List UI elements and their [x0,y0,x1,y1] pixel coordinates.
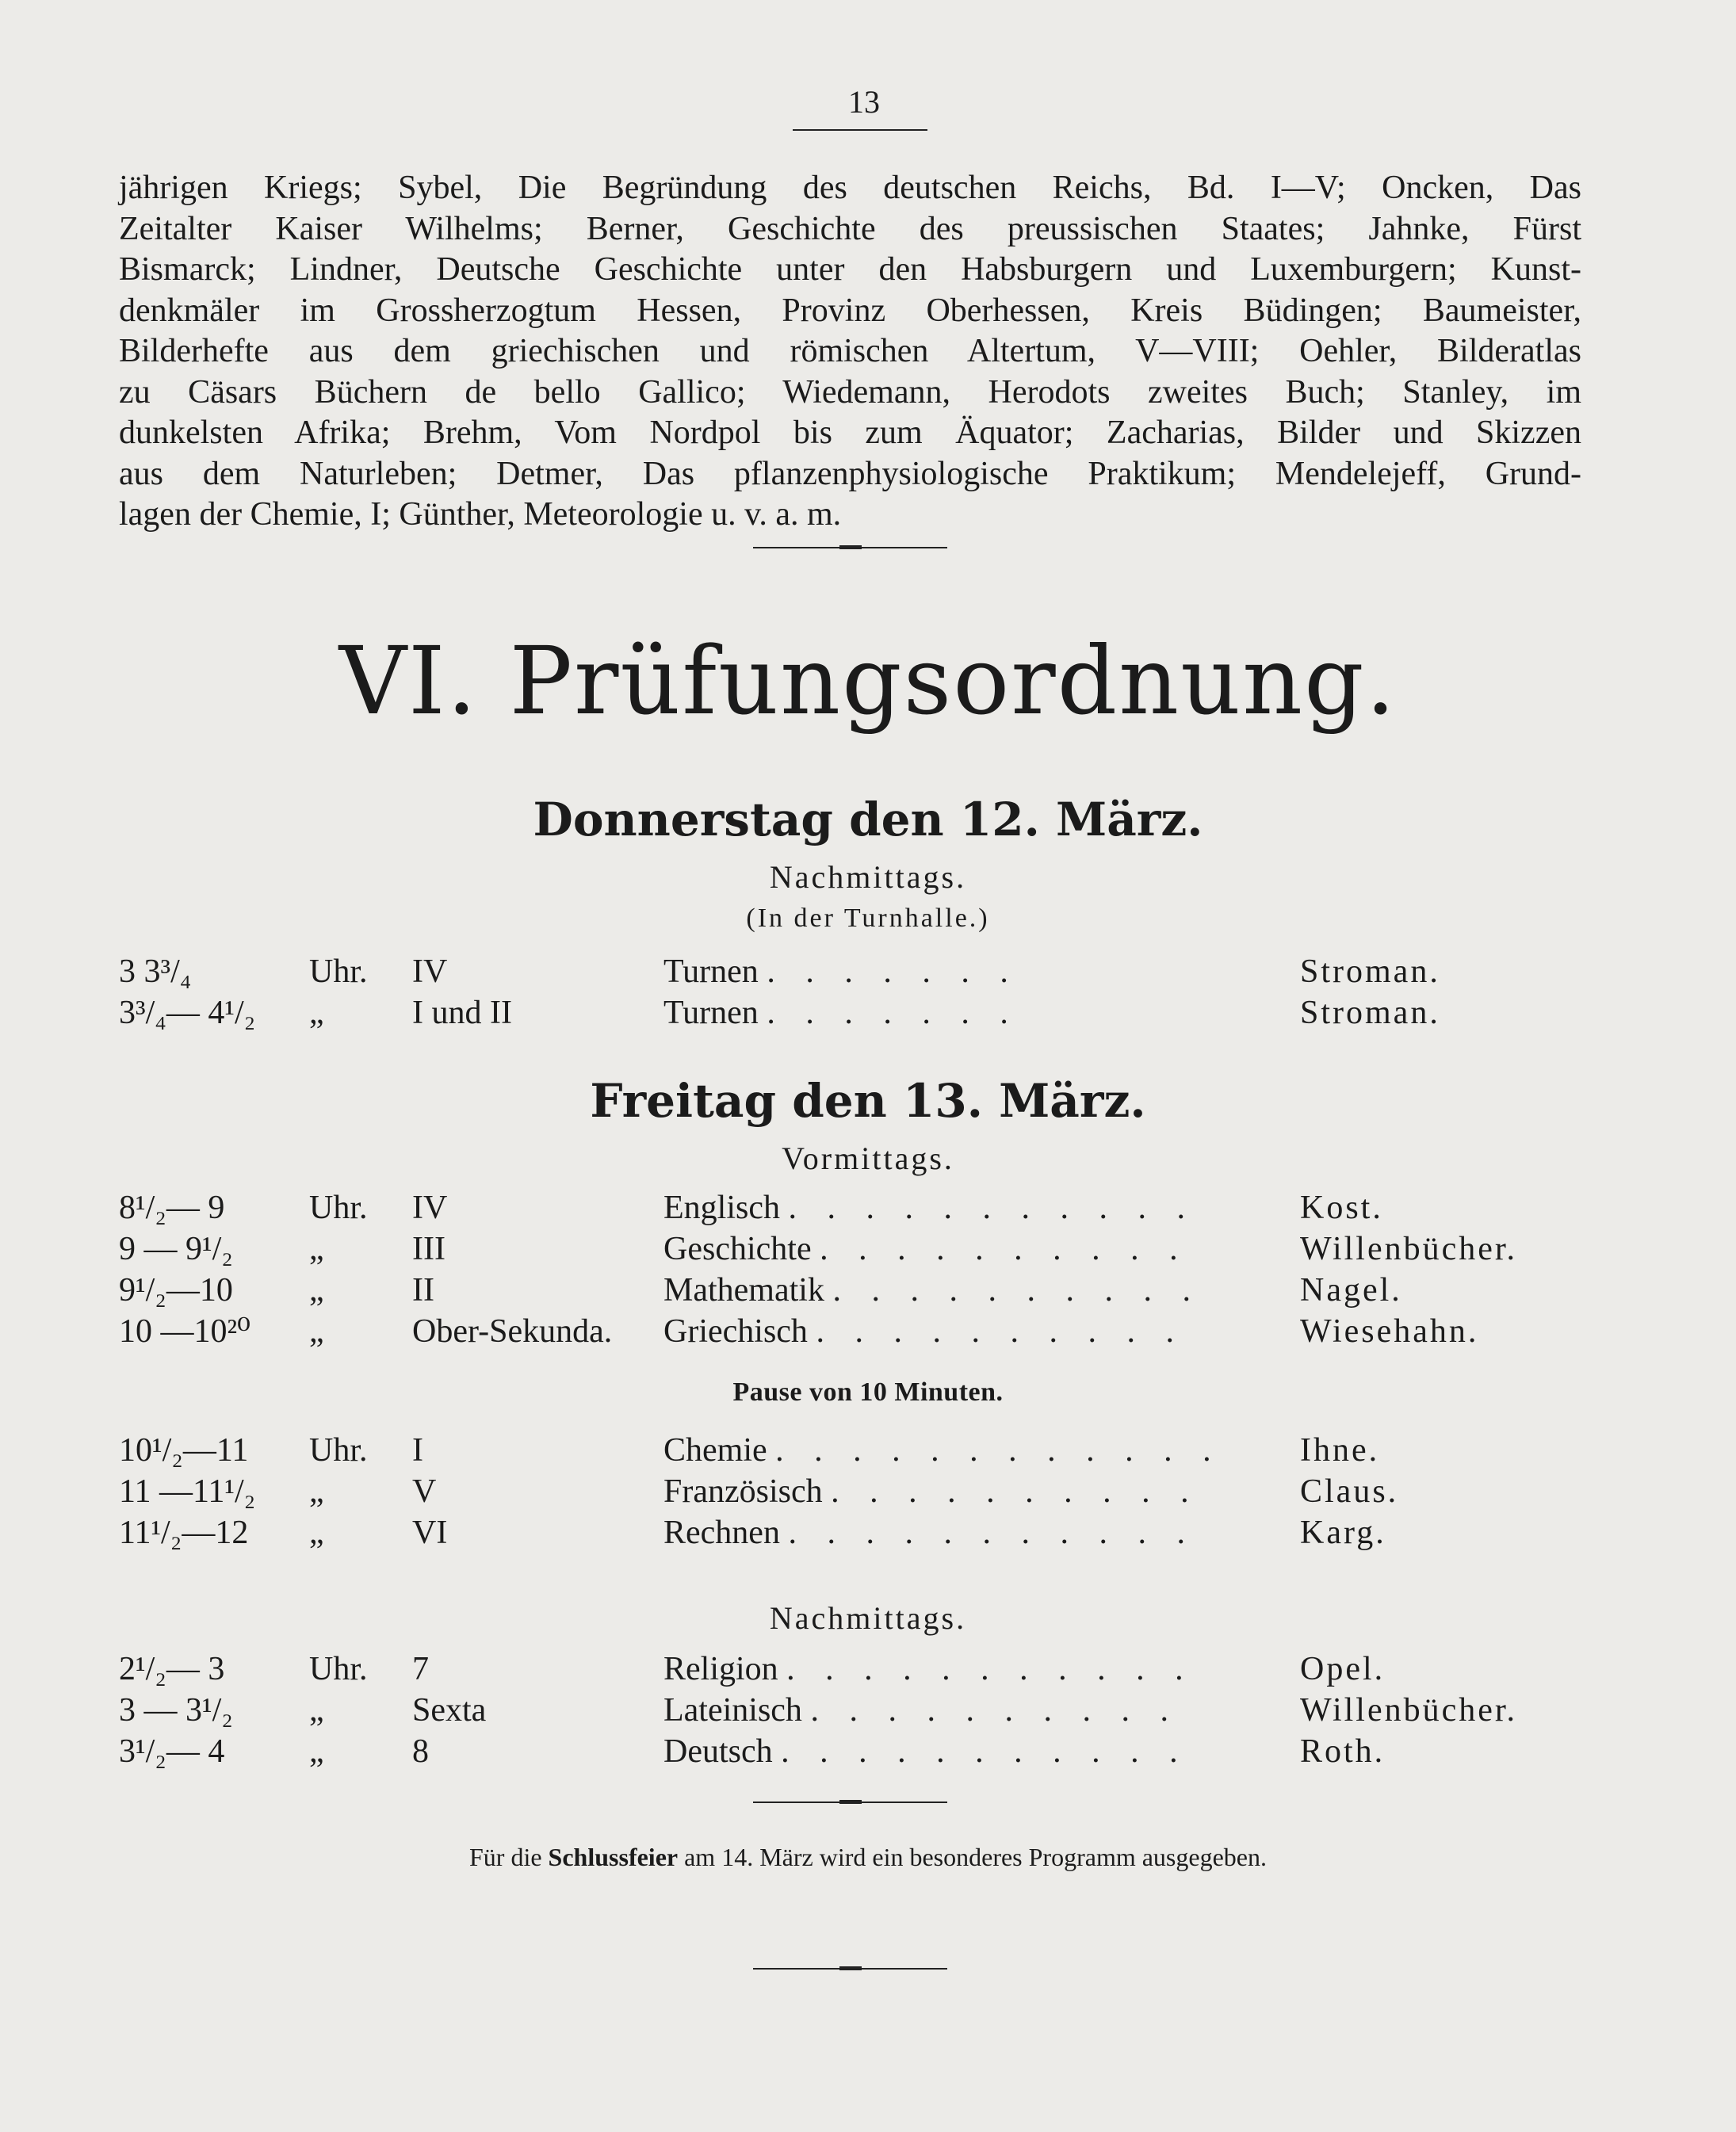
paragraph-line: aus dem Naturleben; Detmer, Das pflanzenphysiologische Praktikum; Mendelejeff, Grund- [119,455,1581,492]
schedule-row [0,1690,1736,1731]
pause-heading: Pause von 10 Minuten. [732,1377,1004,1407]
teacher-cell: Stroman. [1300,995,1440,1031]
teacher-cell: Opel. [1300,1651,1386,1687]
block-subheading: (In der Turnhalle.) [746,904,990,933]
schedule-row [0,1512,1736,1553]
schedule-row [0,951,1736,992]
day-title-friday: Freitag den 13. März. [590,1074,1146,1128]
subject-cell: Chemie . . . . . . . . . . . . [663,1432,1222,1469]
paragraph-line: Bilderhefte aus dem griechischen und römischen Altertum, V—VIII; Oehler, Bilderatlas [119,333,1581,369]
time-cell: 8¹/₂— 9 [119,1190,225,1226]
uhr-cell: „ [309,1473,324,1510]
time-cell: 11¹/₂—12 [119,1515,249,1551]
uhr-cell: „ [309,1692,324,1729]
subject-cell: Turnen . . . . . . . [663,995,1019,1031]
subject-cell: Griechisch . . . . . . . . . . [663,1313,1185,1350]
paragraph-line: zu Cäsars Büchern de bello Gallico; Wiedemann, Herodots zweites Buch; Stanley, im [119,373,1581,411]
time-cell: 3 — 3¹/₂ [119,1692,233,1729]
leader-dots: . . . . . . . . . . [831,1473,1200,1510]
subject-cell: Französisch . . . . . . . . . . [663,1473,1200,1510]
schedule-row [0,1270,1736,1311]
class-cell: I und II [412,995,512,1031]
uhr-cell: Uhr. [309,953,368,990]
class-cell: IV [412,1190,448,1226]
paragraph-line: Zeitalter Kaiser Wilhelms; Berner, Geschichte des preussischen Staates; Jahnke, Fürst [119,210,1581,247]
schedule-row [0,1471,1736,1512]
subject-cell: Englisch . . . . . . . . . . . [663,1190,1196,1226]
subject-cell: Deutsch . . . . . . . . . . . [663,1733,1189,1770]
uhr-cell: „ [309,1272,324,1309]
page-number: 13 [848,84,880,120]
class-cell: 7 [412,1651,429,1687]
class-cell: V [412,1473,437,1510]
schedule-row [0,1311,1736,1352]
leader-dots: . . . . . . . . . . . [788,1515,1196,1551]
leader-dots: . . . . . . . . . . . [786,1651,1195,1687]
uhr-cell: „ [309,1313,324,1350]
leader-dots: . . . . . . . [767,995,1019,1031]
class-cell: III [412,1231,445,1267]
class-cell: 8 [412,1733,429,1770]
paragraph-line: dunkelsten Afrika; Brehm, Vom Nordpol bis zum Äquator; Zacharias, Bilder und Skizzen [119,415,1581,451]
class-cell: Ober-Sekunda. [412,1313,613,1350]
uhr-cell: „ [309,995,324,1031]
block-heading: Vormittags. [782,1141,954,1176]
teacher-cell: Stroman. [1300,953,1440,990]
teacher-cell: Wiesehahn. [1300,1313,1479,1350]
subject-cell: Geschichte . . . . . . . . . . [663,1231,1189,1267]
time-cell: 3 3³/₄ [119,953,192,990]
paragraph-line: lagen der Chemie, I; Günther, Meteorologie u. v. a. m. [119,496,842,533]
time-cell: 10 —10²⁰ [119,1313,250,1350]
leader-dots: . . . . . . . . . . . . [775,1432,1222,1469]
subject-cell: Rechnen . . . . . . . . . . . [663,1515,1196,1551]
class-cell: VI [412,1515,448,1551]
leader-dots: . . . . . . . . . . [832,1272,1202,1309]
time-cell: 2¹/₂— 3 [119,1651,225,1687]
teacher-cell: Kost. [1300,1190,1383,1226]
header-rule [793,129,927,131]
uhr-cell: Uhr. [309,1432,368,1469]
leader-dots: . . . . . . . . . . . [781,1733,1189,1770]
subject-cell: Mathematik . . . . . . . . . . [663,1272,1202,1309]
block-heading: Nachmittags. [769,859,967,895]
time-cell: 11 —11¹/₂ [119,1473,256,1510]
subject-cell: Turnen . . . . . . . [663,953,1019,990]
leader-dots: . . . . . . . . . . [816,1313,1185,1350]
uhr-cell: „ [309,1733,324,1770]
teacher-cell: Roth. [1300,1733,1386,1770]
leader-dots: . . . . . . . . . . [810,1692,1180,1729]
class-cell: IV [412,953,448,990]
day-title-thursday: Donnerstag den 12. März. [533,793,1203,846]
paragraph-line: denkmäler im Grossherzogtum Hessen, Provinz Oberhessen, Kreis Büdingen; Baumeister, [119,292,1581,329]
teacher-cell: Karg. [1300,1515,1386,1551]
time-cell: 3¹/₂— 4 [119,1733,225,1770]
paragraph-line: Bismarck; Lindner, Deutsche Geschichte unter den Habsburgern und Luxemburgern; Kunst- [119,251,1581,288]
uhr-cell: Uhr. [309,1190,368,1226]
literature-paragraph [119,168,1581,536]
class-cell: II [412,1272,434,1309]
time-cell: 9 — 9¹/₂ [119,1231,233,1267]
uhr-cell: „ [309,1515,324,1551]
schedule-row [0,1187,1736,1228]
teacher-cell: Nagel. [1300,1272,1402,1309]
footer-text-bold: Schlussfeier [548,1843,679,1871]
footer-note [0,1843,1736,1872]
subject-cell: Religion . . . . . . . . . . . [663,1651,1195,1687]
teacher-cell: Willenbücher. [1300,1692,1518,1729]
schedule-row [0,1731,1736,1772]
footer-text-pre: Für die [469,1843,542,1871]
leader-dots: . . . . . . . . . . . [788,1190,1196,1226]
class-cell: I [412,1432,423,1469]
subject-cell: Lateinisch . . . . . . . . . . [663,1692,1180,1729]
leader-dots: . . . . . . . [767,953,1019,990]
uhr-cell: „ [309,1231,324,1267]
footer-divider [753,1802,947,1803]
end-divider [753,1968,947,1970]
leader-dots: . . . . . . . . . . [820,1231,1189,1267]
block-heading: Nachmittags. [769,1600,967,1636]
schedule-row [0,1430,1736,1471]
uhr-cell: Uhr. [309,1651,368,1687]
schedule-row [0,1228,1736,1270]
class-cell: Sexta [412,1692,487,1729]
schedule-row [0,1649,1736,1690]
section-divider [753,547,947,548]
teacher-cell: Claus. [1300,1473,1399,1510]
section-title: VI. Prüfungsordnung. [338,626,1398,736]
teacher-cell: Ihne. [1300,1432,1380,1469]
time-cell: 10¹/₂—11 [119,1432,249,1469]
footer-text-post: am 14. März wird ein besonderes Programm ausgegeben. [684,1843,1267,1871]
paragraph-line: jährigen Kriegs; Sybel, Die Begründung des deutschen Reichs, Bd. I—V; Oncken, Das [119,170,1581,206]
time-cell: 3³/₄— 4¹/₂ [119,995,256,1031]
time-cell: 9¹/₂—10 [119,1272,233,1309]
schedule-row [0,992,1736,1034]
teacher-cell: Willenbücher. [1300,1231,1518,1267]
